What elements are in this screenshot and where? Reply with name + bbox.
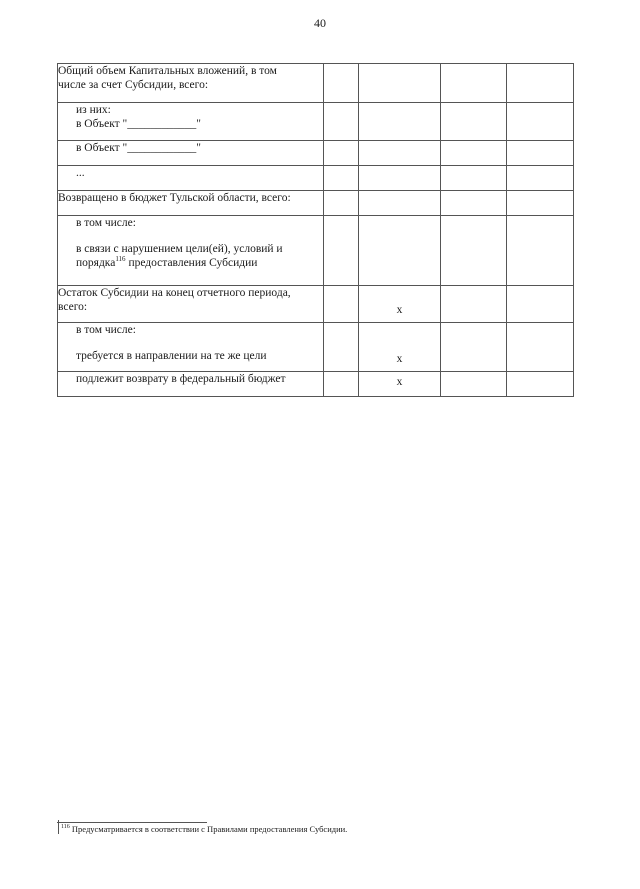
table-cell <box>324 372 359 397</box>
table-cell <box>324 191 359 216</box>
table-row <box>58 141 574 166</box>
table-row <box>58 323 574 372</box>
footnote-ref: 116 <box>115 255 126 264</box>
table-cell <box>324 64 359 103</box>
table-row <box>58 103 574 141</box>
table-row <box>58 216 574 286</box>
table-cell <box>441 64 507 103</box>
table-cell <box>507 191 574 216</box>
cell-mark: x <box>396 376 403 388</box>
table-cell <box>441 323 507 372</box>
table-cell <box>507 323 574 372</box>
page-number: 40 <box>314 16 326 30</box>
table-cell <box>441 166 507 191</box>
table-cell <box>359 191 441 216</box>
cell-mark: x <box>396 353 403 365</box>
row-label: Остаток Субсидии на конец отчетного периода, всего: <box>58 286 324 323</box>
row-label: в том числе: в связи с нарушением цели(ей), условий и порядка$^{116}$ предоставления Субсидии <box>58 216 324 286</box>
footnote-marker-bar <box>58 820 59 834</box>
row-label: Общий объем Капитальных вложений, в том числе за счет Субсидии, всего: <box>58 64 324 103</box>
table-cell <box>324 216 359 286</box>
row-label: подлежит возврату в федеральный бюджет <box>58 372 324 397</box>
table-cell <box>507 372 574 397</box>
table-row <box>58 286 574 323</box>
table-cell <box>441 372 507 397</box>
table-cell <box>507 286 574 323</box>
footnote <box>61 824 347 835</box>
table-cell <box>441 286 507 323</box>
table-cell <box>324 103 359 141</box>
row-label: из них: в Объект "____________" <box>58 103 324 141</box>
table-cell <box>324 286 359 323</box>
footnote-text: Предусматривается в соответствии с Правилами предоставления Субсидии. <box>69 824 348 834</box>
table-cell <box>324 323 359 372</box>
table-cell <box>441 216 507 286</box>
table-cell <box>507 64 574 103</box>
table-cell <box>359 216 441 286</box>
table-row <box>58 191 574 216</box>
table-cell <box>359 286 441 323</box>
table-cell <box>359 372 441 397</box>
row-label: в том числе: требуется в направлении на те же цели <box>58 323 324 372</box>
footnote-divider <box>57 822 207 823</box>
table-cell <box>507 166 574 191</box>
footnote-number: 116 <box>61 824 70 831</box>
table-cell <box>324 166 359 191</box>
table-cell <box>359 166 441 191</box>
table-row <box>58 166 574 191</box>
table-cell <box>507 141 574 166</box>
table-cell <box>507 216 574 286</box>
table-cell <box>507 103 574 141</box>
table-cell <box>359 323 441 372</box>
row-label: в Объект "____________" <box>58 141 324 166</box>
table-cell <box>441 191 507 216</box>
table-cell <box>441 103 507 141</box>
table-cell <box>359 64 441 103</box>
table-row <box>58 372 574 397</box>
row-label: Возвращено в бюджет Тульской области, всего: <box>58 191 324 216</box>
cell-mark: x <box>396 304 403 316</box>
table-cell <box>324 141 359 166</box>
table-cell <box>359 103 441 141</box>
report-table <box>57 63 574 397</box>
row-label: ... <box>58 166 324 191</box>
table-cell <box>359 141 441 166</box>
table-row <box>58 64 574 103</box>
table-cell <box>441 141 507 166</box>
